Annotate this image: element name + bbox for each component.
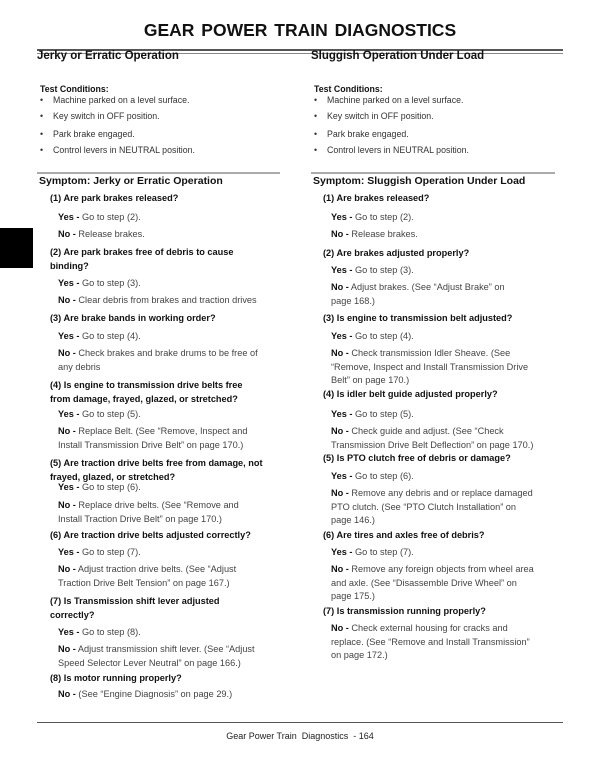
answer-text: Go to step (3). [355, 265, 414, 275]
answer-line [58, 481, 141, 495]
answer-text: Clear debris from brakes and traction drives [78, 295, 257, 305]
answer-text: Belt” on page 170.) [331, 375, 410, 385]
step-question [323, 452, 511, 466]
answer-text: Adjust traction drive belts. (See “Adjust [77, 564, 237, 574]
answer-line [58, 688, 232, 702]
answer-label: Yes - [331, 409, 353, 419]
section-tab-marker [0, 228, 33, 268]
test-conditions-label: Test Conditions: [314, 84, 383, 94]
answer-text: Remove any debris and or replace damaged [351, 488, 533, 498]
answer-label: Yes - [58, 482, 80, 492]
step-answer [331, 470, 414, 484]
answer-label: No - [58, 348, 76, 358]
answer-line [58, 330, 141, 344]
answer-label: No - [58, 295, 76, 305]
step-answer [331, 563, 534, 604]
answer-line [331, 470, 414, 484]
answer-line [58, 643, 255, 657]
answer-text: Go to step (4). [82, 331, 141, 341]
answer-label: No - [331, 282, 349, 292]
answer-text: Go to step (6). [82, 482, 141, 492]
answer-line [58, 361, 258, 375]
step-answer [58, 643, 255, 670]
step-question [323, 247, 469, 261]
answer-text: on page 172.) [331, 650, 388, 660]
answer-label: Yes - [58, 331, 80, 341]
step-answer [331, 347, 528, 388]
answer-label: No - [331, 564, 349, 574]
question-line: (7) Is Transmission shift lever adjusted [50, 596, 220, 606]
answer-label: Yes - [331, 212, 353, 222]
condition-item [40, 129, 135, 139]
answer-text: Check transmission Idler Sheave. (See [351, 348, 511, 358]
condition-text: Park brake engaged. [327, 129, 409, 139]
answer-text: Release brakes. [78, 229, 145, 239]
answer-line [58, 577, 236, 591]
answer-text: Go to step (6). [355, 471, 414, 481]
question-line: (5) Are traction drive belts free from damage, not [50, 458, 263, 468]
answer-line [331, 439, 533, 453]
answer-text: Go to step (2). [82, 212, 141, 222]
answer-line [58, 563, 236, 577]
bullet-icon: • [40, 95, 44, 105]
step-question [50, 457, 263, 484]
symptom-heading: Symptom: Jerky or Erratic Operation [39, 175, 223, 187]
answer-line [331, 577, 534, 591]
step-question [50, 595, 220, 622]
answer-label: No - [331, 426, 349, 436]
answer-label: Yes - [331, 331, 353, 341]
answer-line [58, 294, 257, 308]
page-title: GEAR POWER TRAIN DIAGNOSTICS [143, 20, 457, 40]
answer-text: “Remove, Inspect and Install Transmission Drive [331, 361, 529, 372]
condition-text: Machine parked on a level surface. [53, 95, 190, 105]
answer-line [331, 487, 533, 501]
answer-line [331, 501, 533, 515]
answer-label: No - [58, 564, 76, 574]
question-line: binding? [50, 260, 89, 271]
answer-line [58, 499, 239, 513]
step-question [50, 192, 178, 206]
test-conditions-label: Test Conditions: [40, 84, 109, 94]
bullet-icon: • [40, 145, 44, 155]
condition-item [314, 95, 463, 105]
answer-text: Adjust transmission shift lever. (See “Adjust [77, 644, 255, 654]
answer-label: Yes - [58, 278, 80, 288]
step-question [50, 529, 251, 543]
answer-line [58, 626, 141, 640]
condition-item [40, 145, 195, 155]
bullet-icon: • [314, 95, 318, 105]
answer-text: Remove any foreign objects from wheel area [351, 564, 534, 574]
answer-line [331, 295, 505, 309]
answer-line [58, 408, 141, 422]
answer-text: Replace drive belts. (See “Remove and [78, 500, 239, 510]
step-answer [331, 487, 533, 528]
step-answer [331, 211, 414, 225]
question-line: (8) Is motor running properly? [50, 673, 182, 683]
step-answer [331, 546, 414, 560]
answer-line [58, 439, 247, 453]
step-answer [58, 626, 141, 640]
answer-text: Check external housing for cracks and [351, 623, 508, 633]
answer-label: Yes - [331, 547, 353, 557]
answer-line [331, 408, 414, 422]
question-line: from damage, frayed, glazed, or stretched? [50, 393, 238, 404]
question-line: (4) Is idler belt guide adjusted properly? [323, 389, 498, 399]
footer-rule [37, 722, 563, 723]
answer-line [331, 374, 528, 388]
step-answer [58, 688, 232, 702]
answer-text: Replace Belt. (See “Remove, Inspect and [78, 426, 248, 436]
answer-line [58, 425, 247, 439]
bullet-icon: • [40, 129, 44, 139]
answer-line [58, 228, 145, 242]
condition-text: Key switch in OFF position. [53, 111, 160, 121]
answer-text: Transmission Drive Belt Deflection” on page 170.) [331, 439, 534, 450]
question-line: correctly? [50, 609, 95, 620]
answer-line [331, 590, 534, 604]
page-footer: Gear Power Train Diagnostics - 164 [226, 731, 374, 741]
step-question [323, 388, 498, 402]
answer-text: page 175.) [331, 591, 375, 601]
question-line: (3) Is engine to transmission belt adjusted? [323, 313, 513, 323]
answer-line [331, 211, 414, 225]
question-line: (3) Are brake bands in working order? [50, 313, 216, 323]
condition-item [314, 145, 469, 155]
answer-line [58, 546, 141, 560]
answer-text: PTO clutch. (See “PTO Clutch Installation” on [331, 501, 517, 512]
section-divider [37, 172, 280, 174]
bullet-icon: • [314, 145, 318, 155]
answer-label: No - [58, 229, 76, 239]
answer-label: No - [331, 348, 349, 358]
condition-text: Control levers in NEUTRAL position. [327, 145, 469, 155]
step-answer [331, 622, 530, 663]
answer-text: Go to step (5). [82, 409, 141, 419]
section-heading: Jerky or Erratic Operation [37, 50, 179, 62]
step-answer [331, 281, 505, 308]
step-answer [58, 277, 141, 291]
step-question [323, 192, 429, 206]
answer-line [331, 330, 414, 344]
step-answer [331, 264, 414, 278]
step-question [50, 312, 216, 326]
answer-text: (See “Engine Diagnosis” on page 29.) [78, 689, 233, 699]
answer-label: No - [58, 426, 76, 436]
step-answer [58, 425, 247, 452]
answer-text: and axle. (See “Disassemble Drive Wheel” on [331, 577, 517, 588]
bullet-icon: • [314, 111, 318, 121]
step-answer [58, 330, 141, 344]
answer-line [331, 264, 414, 278]
answer-text: Go to step (3). [82, 278, 141, 288]
answer-label: Yes - [58, 547, 80, 557]
answer-text: Install Traction Drive Belt” on page 170.) [58, 513, 222, 524]
question-line: (4) Is engine to transmission drive belts free [50, 380, 243, 390]
answer-label: No - [331, 229, 349, 239]
answer-line [331, 425, 533, 439]
step-answer [331, 228, 418, 242]
answer-label: No - [331, 623, 349, 633]
question-line: (6) Are traction drive belts adjusted correctly? [50, 530, 251, 540]
answer-line [58, 657, 255, 671]
answer-line [58, 211, 141, 225]
answer-text: Go to step (7). [82, 547, 141, 557]
answer-label: Yes - [331, 265, 353, 275]
question-line: frayed, glazed, or stretched? [50, 471, 176, 482]
answer-text: Go to step (7). [355, 547, 414, 557]
answer-text: Go to step (4). [355, 331, 414, 341]
answer-line [331, 281, 505, 295]
step-question [323, 605, 486, 619]
answer-line [58, 513, 239, 527]
question-line: (1) Are brakes released? [323, 193, 430, 203]
step-answer [58, 211, 141, 225]
answer-label: Yes - [58, 409, 80, 419]
step-question [323, 312, 512, 326]
step-answer [58, 294, 257, 308]
answer-label: Yes - [58, 627, 80, 637]
answer-text: Check guide and adjust. (See “Check [351, 426, 504, 436]
answer-label: No - [58, 689, 76, 699]
answer-line [331, 361, 528, 375]
answer-line [331, 563, 534, 577]
answer-label: No - [58, 644, 76, 654]
answer-label: No - [331, 488, 349, 498]
step-question [323, 529, 485, 543]
question-line: (7) Is transmission running properly? [323, 606, 486, 616]
step-answer [58, 347, 258, 374]
answer-text: Check brakes and brake drums to be free of [78, 348, 258, 358]
answer-label: Yes - [331, 471, 353, 481]
step-question [50, 379, 242, 406]
condition-item [314, 129, 409, 139]
step-answer [331, 330, 414, 344]
answer-text: Traction Drive Belt Tension” on page 167.) [58, 577, 230, 588]
answer-text: replace. (See “Remove and Install Transmission” [331, 636, 530, 647]
condition-text: Machine parked on a level surface. [327, 95, 464, 105]
step-question [50, 672, 182, 686]
question-line: (2) Are park brakes free of debris to cause [50, 247, 234, 257]
step-answer [58, 563, 236, 590]
step-answer [58, 546, 141, 560]
condition-text: Control levers in NEUTRAL position. [53, 145, 195, 155]
step-question [50, 246, 233, 273]
answer-text: any debris [58, 361, 101, 372]
answer-text: page 146.) [331, 515, 375, 525]
section-divider [311, 172, 555, 174]
answer-line [331, 514, 533, 528]
bullet-icon: • [314, 129, 318, 139]
question-line: (1) Are park brakes released? [50, 193, 179, 203]
step-answer [58, 499, 239, 526]
answer-text: Go to step (8). [82, 627, 141, 637]
step-answer [58, 408, 141, 422]
answer-label: Yes - [58, 212, 80, 222]
answer-text: Adjust brakes. (See “Adjust Brake” on [350, 282, 505, 292]
condition-item [314, 111, 434, 121]
step-answer [58, 481, 141, 495]
step-answer [58, 228, 145, 242]
answer-text: Go to step (2). [355, 212, 414, 222]
question-line: (2) Are brakes adjusted properly? [323, 248, 470, 258]
bullet-icon: • [40, 111, 44, 121]
step-answer [331, 408, 414, 422]
step-answer [331, 425, 533, 452]
answer-line [58, 347, 258, 361]
section-heading: Sluggish Operation Under Load [311, 50, 485, 62]
question-line: (6) Are tires and axles free of debris? [323, 530, 485, 540]
answer-line [331, 622, 530, 636]
answer-text: Go to step (5). [355, 409, 414, 419]
answer-text: page 168.) [331, 295, 375, 306]
answer-line [331, 649, 530, 663]
answer-line [331, 546, 414, 560]
answer-line [331, 228, 418, 242]
answer-line [58, 277, 141, 291]
symptom-heading: Symptom: Sluggish Operation Under Load [313, 175, 526, 187]
condition-text: Park brake engaged. [53, 129, 135, 139]
condition-item [40, 95, 189, 105]
answer-label: No - [58, 500, 76, 510]
condition-item [40, 111, 160, 121]
question-line: (5) Is PTO clutch free of debris or damage? [323, 453, 511, 463]
answer-line [331, 347, 528, 361]
condition-text: Key switch in OFF position. [327, 111, 434, 121]
answer-line [331, 636, 530, 650]
answer-text: Release brakes. [351, 229, 418, 239]
answer-text: Speed Selector Lever Neutral” on page 166.) [58, 657, 241, 668]
answer-text: Install Transmission Drive Belt” on page 170.) [58, 439, 244, 450]
